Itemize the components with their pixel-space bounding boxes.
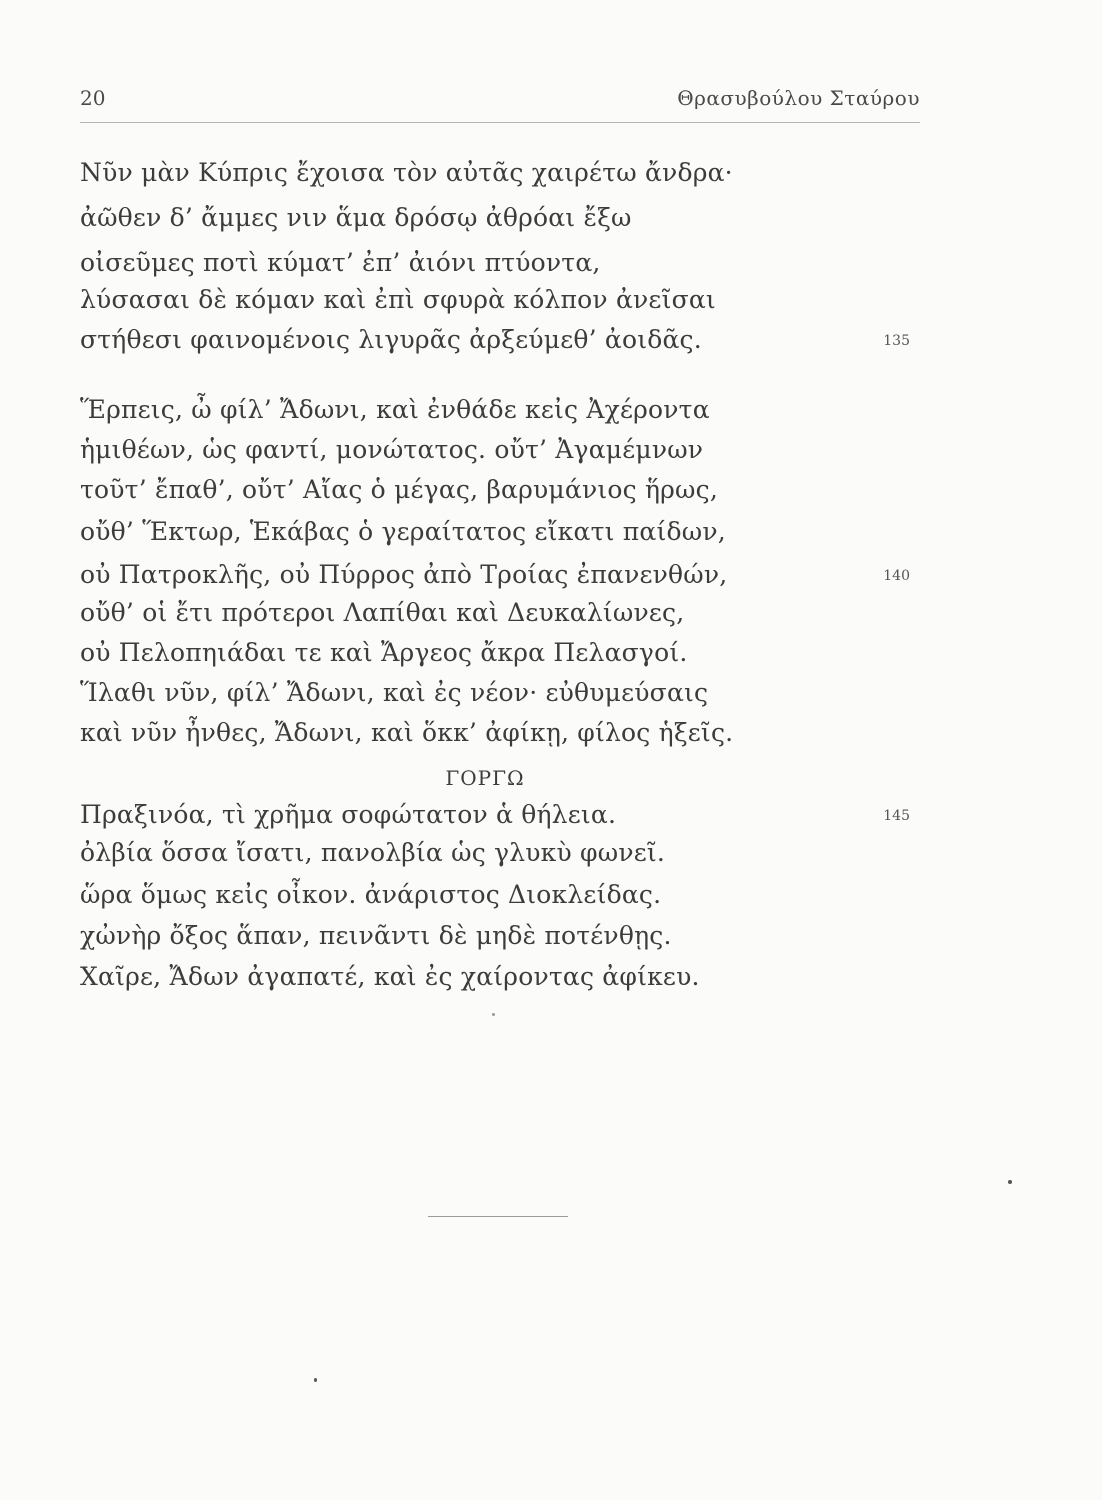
- verse-line: στήθεσι φαινομένοις λιγυρᾶς ἀρξεύμεθ’ ἀοιδᾶς.: [80, 325, 702, 354]
- verse-line: οὐ Πατροκλῆς, οὐ Πύρρος ἀπὸ Τροίας ἐπανενθών,: [80, 560, 728, 589]
- verse-line: οὐ Πελοπηιάδαι τε καὶ Ἄργεος ἄκρα Πελασγοί.: [80, 638, 688, 667]
- running-title: Θρασυβούλου Σταύρου: [677, 86, 920, 110]
- line-number: 145: [883, 808, 910, 824]
- line-number: 135: [883, 333, 910, 349]
- verse-line: λύσασαι δὲ κόμαν καὶ ἐπὶ σφυρὰ κόλπον ἀνεῖσαι: [80, 285, 716, 314]
- speaker-name: ΓΟΡΓΩ: [445, 766, 525, 790]
- verse-line: ὥρα ὅμως κεἰς οἶκον. ἀνάριστος Διοκλείδας.: [80, 880, 662, 909]
- print-speck: [314, 1378, 317, 1382]
- verse-line: Ἕρπεις, ὦ φίλ’ Ἄδωνι, καὶ ἐνθάδε κεἰς Ἀχέροντα: [80, 395, 710, 424]
- verse-line: οἰσεῦμες ποτὶ κύματ’ ἐπ’ ἀιόνι πτύοντα,: [80, 248, 601, 277]
- header-rule: [80, 122, 920, 123]
- verse-line: ὀλβία ὅσσα ἴσατι, πανολβία ὡς γλυκὺ φωνεῖ.: [80, 838, 666, 867]
- verse-line: Χαῖρε, Ἄδων ἀγαπατέ, καὶ ἐς χαίροντας ἀφίκευ.: [80, 962, 700, 991]
- page-number: 20: [80, 86, 106, 110]
- verse-line: καὶ νῦν ἦνθες, Ἄδωνι, καὶ ὅκκ’ ἀφίκῃ, φίλος ἡξεῖς.: [80, 718, 734, 747]
- line-number: 140: [883, 568, 910, 584]
- verse-line: Ἵλαθι νῦν, φίλ’ Ἄδωνι, καὶ ἐς νέον· εὐθυμεύσαις: [80, 678, 709, 707]
- print-speck: [1008, 1180, 1012, 1184]
- verse-line: οὔθ’ οἱ ἔτι πρότεροι Λαπίθαι καὶ Δευκαλίωνες,: [80, 598, 685, 627]
- verse-line: ἀῶθεν δ’ ἄμμες νιν ἅμα δρόσῳ ἀθρόαι ἔξω: [80, 203, 632, 232]
- end-rule: [428, 1216, 568, 1217]
- verse-line: χὠνὴρ ὄξος ἅπαν, πεινᾶντι δὲ μηδὲ ποτένθῃς.: [80, 921, 672, 950]
- verse-line: Πραξινόα, τὶ χρῆμα σοφώτατον ἁ θήλεια.: [80, 800, 617, 829]
- print-speck: [492, 1013, 495, 1016]
- verse-line: ἡμιθέων, ὡς φαντί, μονώτατος. οὔτ’ Ἀγαμέμνων: [80, 435, 704, 464]
- verse-line: τοῦτ’ ἔπαθ’, οὔτ’ Αἴας ὁ μέγας, βαρυμάνιος ἥρως,: [80, 475, 718, 504]
- verse-line: οὔθ’ Ἕκτωρ, Ἑκάβας ὁ γεραίτατος εἴκατι παίδων,: [80, 517, 726, 546]
- verse-line: Νῦν μὰν Κύπρις ἔχοισα τὸν αὐτᾶς χαιρέτω ἄνδρα·: [80, 158, 733, 187]
